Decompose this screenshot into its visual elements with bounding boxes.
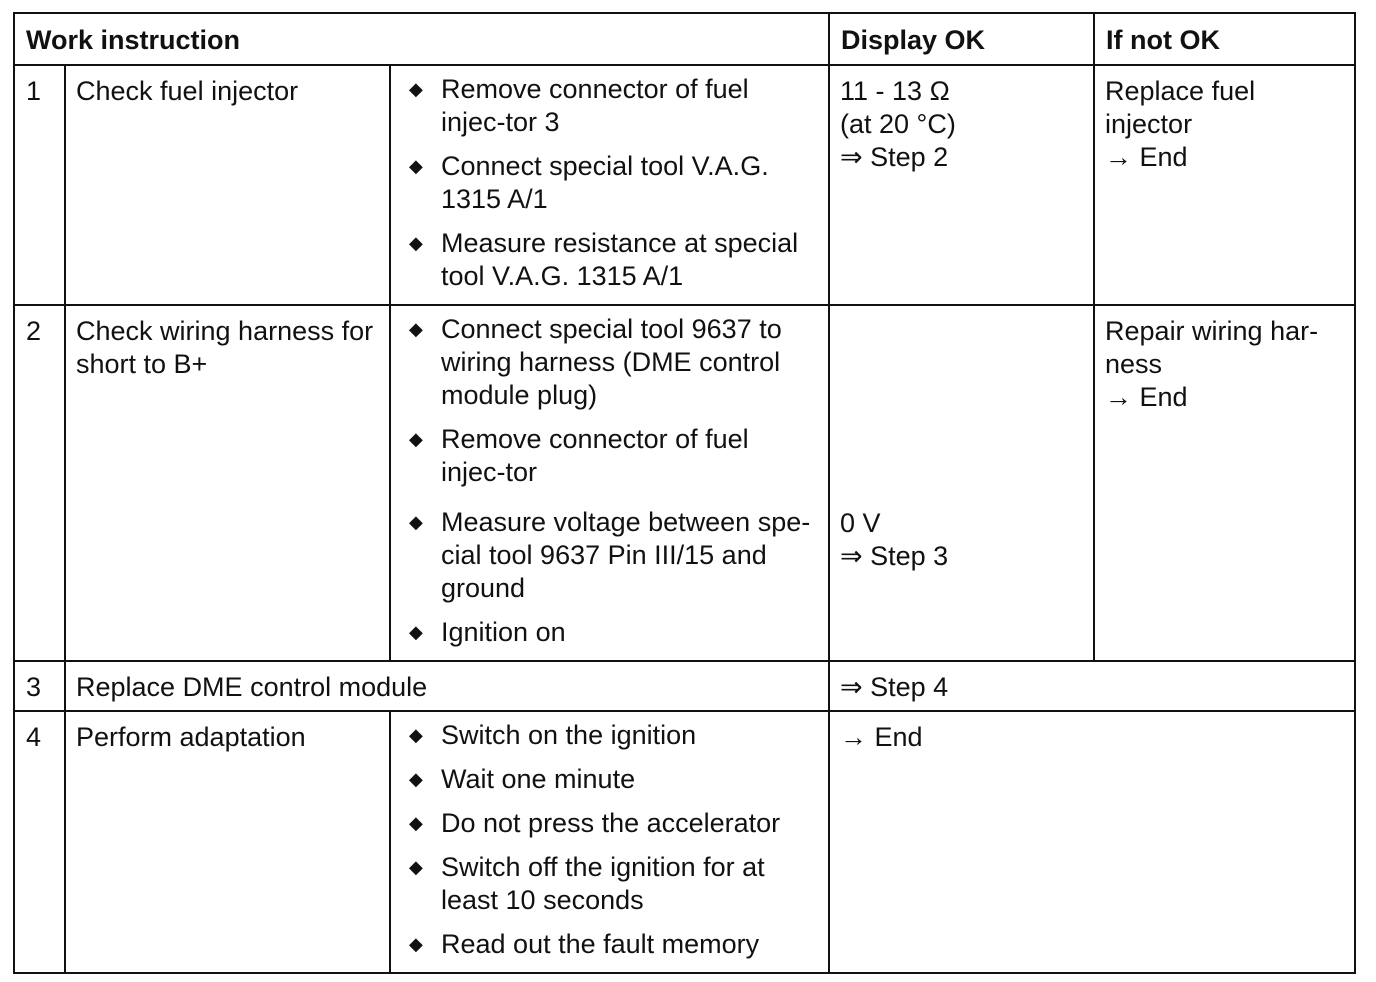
- diamond-bullet-icon: ◆: [409, 857, 423, 877]
- list-item: [401, 73, 820, 139]
- step-number: 3: [14, 661, 65, 711]
- diamond-bullet-icon: ◆: [409, 725, 423, 745]
- list-item: [401, 423, 820, 489]
- step-text: Ignition on: [441, 617, 566, 647]
- instruction-steps: [390, 711, 829, 973]
- display-next-step: ⇒ Step 4: [840, 672, 949, 702]
- task-description: Replace DME control module: [65, 661, 829, 711]
- step-text: Do not press the accelerator: [441, 808, 781, 838]
- list-item: [401, 763, 820, 796]
- step-number: 2: [14, 305, 65, 661]
- display-ok-cell: [829, 65, 1094, 305]
- header-display-ok: Display OK: [829, 13, 1094, 65]
- step-text: Remove connector of fuel injec-tor: [441, 424, 749, 487]
- if-not-ok-cell: [1094, 305, 1355, 661]
- display-next-step: ⇒ Step 3: [840, 541, 949, 571]
- diamond-bullet-icon: ◆: [409, 813, 423, 833]
- list-item: [401, 719, 820, 752]
- step-text: Read out the fault memory: [441, 929, 760, 959]
- display-ok-cell: [829, 305, 1094, 661]
- table-row: [14, 305, 1355, 661]
- display-value: 11 - 13 Ω: [840, 76, 950, 106]
- list-item: [401, 150, 820, 216]
- diamond-bullet-icon: ◆: [409, 429, 423, 449]
- step-text: Switch on the ignition: [441, 720, 697, 750]
- table-row: [14, 711, 1355, 973]
- list-item: [401, 851, 820, 917]
- display-value: 0 V: [840, 508, 881, 538]
- step-text: Connect special tool 9637 to wiring harness (DME control module plug): [441, 314, 782, 410]
- step-text: Measure resistance at special tool V.A.G. 1315 A/1: [441, 228, 799, 291]
- task-description: Check fuel injector: [65, 65, 390, 305]
- step-text: Remove connector of fuel injec-tor 3: [441, 74, 749, 137]
- display-condition: (at 20 °C): [840, 109, 956, 139]
- list-item: [401, 616, 820, 649]
- header-work-instruction: Work instruction: [14, 13, 829, 65]
- not-ok-action: Repair wiring har-ness: [1105, 316, 1319, 379]
- if-not-ok-cell: [1094, 65, 1355, 305]
- task-description: Perform adaptation: [65, 711, 390, 973]
- diamond-bullet-icon: ◆: [409, 319, 423, 339]
- display-next-step: → End: [840, 722, 923, 752]
- not-ok-action: Replace fuel injector: [1105, 76, 1256, 139]
- diamond-bullet-icon: ◆: [409, 156, 423, 176]
- instruction-steps: [390, 305, 829, 661]
- diamond-bullet-icon: ◆: [409, 622, 423, 642]
- step-number: 1: [14, 65, 65, 305]
- step-text: Measure voltage between spe-cial tool 9637 Pin III/15 and ground: [441, 507, 811, 603]
- step-text: Wait one minute: [441, 764, 636, 794]
- list-item: [401, 313, 820, 412]
- task-description: Check wiring harness for short to B+: [65, 305, 390, 661]
- list-item: [401, 928, 820, 961]
- diamond-bullet-icon: ◆: [409, 934, 423, 954]
- header-row: [14, 13, 1355, 65]
- instruction-steps: [390, 65, 829, 305]
- diamond-bullet-icon: ◆: [409, 512, 423, 532]
- header-if-not-ok: If not OK: [1094, 13, 1355, 65]
- list-item: [401, 506, 820, 605]
- diamond-bullet-icon: ◆: [409, 79, 423, 99]
- table-row: [14, 661, 1355, 711]
- step-text: Connect special tool V.A.G. 1315 A/1: [441, 151, 769, 214]
- display-next-step: ⇒ Step 2: [840, 142, 949, 172]
- not-ok-next-step: → End: [1105, 142, 1188, 172]
- display-ok-cell: [829, 711, 1355, 973]
- step-text: Switch off the ignition for at least 10 seconds: [441, 852, 765, 915]
- diamond-bullet-icon: ◆: [409, 769, 423, 789]
- list-item: [401, 227, 820, 293]
- diamond-bullet-icon: ◆: [409, 233, 423, 253]
- list-item: [401, 807, 820, 840]
- table-row: [14, 65, 1355, 305]
- work-instruction-table: [13, 12, 1356, 974]
- not-ok-next-step: → End: [1105, 382, 1188, 412]
- step-number: 4: [14, 711, 65, 973]
- display-ok-cell: [829, 661, 1355, 711]
